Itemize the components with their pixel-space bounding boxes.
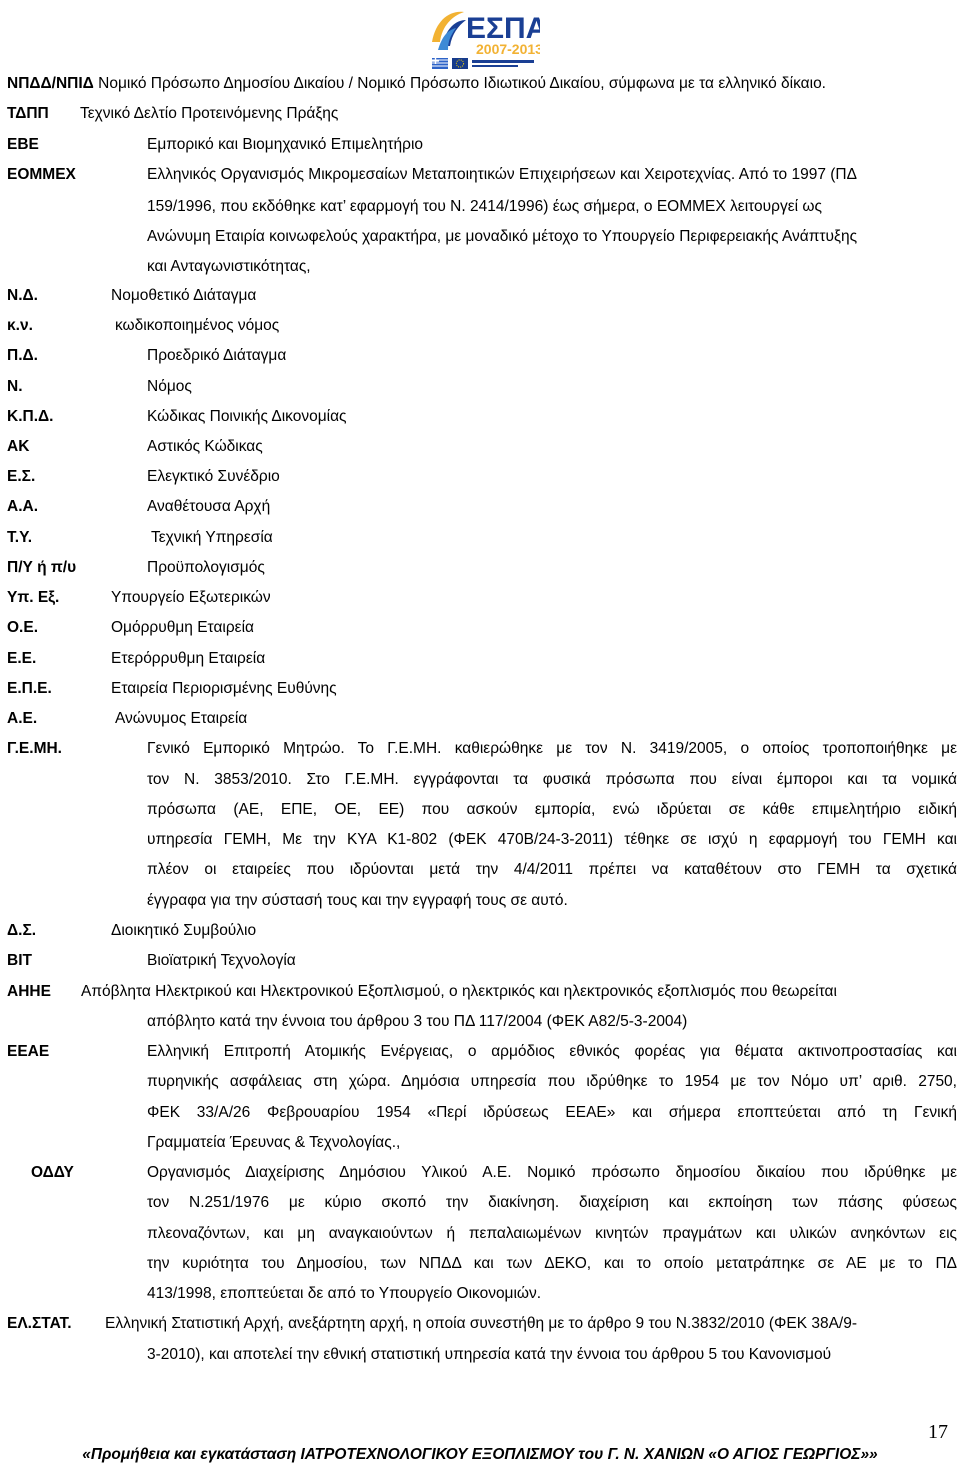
abbr-term: Ε.Σ. [7, 468, 36, 485]
abbr-definition-line: Αναθέτουσα Αρχή [147, 498, 271, 515]
abbr-definition-line: Νομοθετικό Διάταγμα [111, 287, 257, 304]
abbr-term: Ν. [7, 378, 23, 395]
abbr-definition-line: Διοικητικό Συμβούλιο [111, 922, 257, 939]
abbr-definition-line: Νόμος [147, 378, 192, 395]
abbr-definition-line: Γραμματεία Έρευνας & Τεχνολογίας., [147, 1134, 401, 1151]
abbr-definition-line: Ελληνική Στατιστική Αρχή, ανεξάρτητη αρχή, η οποία συνεστήθη με το άρθρο 9 του Ν.3832/2010 (ΦΕΚ 38Α/9- [105, 1315, 858, 1332]
abbr-term: Π.Δ. [7, 347, 38, 364]
abbr-definition-line: Ελληνική Επιτροπή Ατομικής Ενέργειας, ο αρμόδιος εθνικός φορέας για θέματα ακτινοπροστασίας και [147, 1043, 957, 1060]
espa-logo [428, 6, 540, 72]
abbr-term: Υπ. Εξ. [7, 589, 60, 606]
abbr-term: Α.Α. [7, 498, 38, 515]
page-number: 17 [928, 1421, 948, 1443]
abbr-term: ΕΕΑΕ [7, 1043, 50, 1060]
abbr-definition-line: Υπουργείο Εξωτερικών [111, 589, 271, 606]
abbr-definition-line: Ομόρρυθμη Εταιρεία [111, 619, 254, 636]
abbr-definition-line: 413/1998, εποπτεύεται δε από το Υπουργείο Οικονομιών. [147, 1285, 542, 1302]
abbr-definition-line: Γενικό Εμπορικό Μητρώο. Το Γ.Ε.ΜΗ. καθιερώθηκε με τον Ν. 3419/2005, ο οποίος τροποποιήθηκε με [147, 740, 957, 757]
abbr-term: Ε.Ε. [7, 650, 37, 667]
abbr-term: Γ.Ε.ΜΗ. [7, 740, 62, 757]
abbr-definition-line: Ελληνικός Οργανισμός Μικρομεσαίων Μεταποιητικών Επιχειρήσεων και Χειροτεχνίας. Από το 1997 (ΠΔ [147, 166, 857, 183]
abbr-definition-line: Κώδικας Ποινικής Δικονομίας [147, 408, 347, 425]
logo-text: ΕΣΠΑ [466, 12, 540, 45]
abbr-term: ΟΔΔΥ [31, 1164, 74, 1181]
abbr-definition-line: πλέον οι εταιρείες που ιδρύονται μετά την 4/4/2011 πρέπει να καταθέτουν στο ΓΕΜΗ τα σχετικά [147, 861, 957, 878]
abbr-definition-line: Απόβλητα Ηλεκτρικού και Ηλεκτρονικού Εξοπλισμού, ο ηλεκτρικός και ηλεκτρονικός εξοπλισμός που θεωρείται [81, 983, 837, 1000]
abbr-definition-line: 159/1996, που εκδόθηκε κατ’ εφαρμογή του Ν. 2414/1996) έως σήμερα, ο ΕΟΜΜΕΧ λειτουργεί ως [147, 198, 822, 215]
abbr-definition-line: Οργανισμός Διαχείρισης Δημόσιου Υλικού Α.Ε. Νομικό πρόσωπο δημοσίου δικαίου που ιδρύθηκε με [147, 1164, 957, 1181]
abbr-term: ΑΗΗΕ [7, 983, 51, 1000]
abbr-definition-line: Ανώνυμος Εταιρεία [115, 710, 248, 727]
logo-years: 2007-2013 [476, 41, 540, 57]
abbr-definition-line: Προεδρικό Διάταγμα [147, 347, 287, 364]
abbr-definition-line: πυρηνικής ασφάλειας στη χώρα. Δημόσια υπηρεσία που ιδρύθηκε το 1954 με τον Νόμο υπ’ αριθ. 2750, [147, 1073, 957, 1090]
abbr-definition-line: Ετερόρρυθμη Εταιρεία [111, 650, 266, 667]
espa-logo-graphic [428, 6, 540, 72]
abbr-term: Ε.Π.Ε. [7, 680, 52, 697]
abbr-definition-line: την κυριότητα του Δημοσίου, των ΝΠΔΔ και των ΔΕΚΟ, και το οποίο μετατράπηκε σε ΑΕ με το ΠΔ [147, 1255, 957, 1272]
abbr-term: ΒΙΤ [7, 952, 32, 969]
abbr-term: Α.Ε. [7, 710, 38, 727]
abbr-definition-line: Νομικό Πρόσωπο Δημοσίου Δικαίου / Νομικό Πρόσωπο Ιδιωτικού Δικαίου, σύμφωνα με τα ελληνικό δίκαιο. [98, 75, 826, 92]
abbr-definition-line: Ελεγκτικό Συνέδριο [147, 468, 280, 485]
abbr-term: κ.ν. [7, 317, 33, 334]
abbr-definition-line: Τεχνική Υπηρεσία [151, 529, 273, 546]
abbr-definition-line: Βιοϊατρική Τεχνολογία [147, 952, 296, 969]
abbr-definition-line: 3-2010), και αποτελεί την εθνική στατιστική υπηρεσία κατά την έννοια του άρθρου 5 του Κανονισμού [147, 1346, 832, 1363]
abbr-term: Ο.Ε. [7, 619, 39, 636]
abbr-term: ΕΟΜΜΕΧ [7, 166, 76, 183]
abbr-definition-line: Αστικός Κώδικας [147, 438, 263, 455]
abbr-definition-line: Εμπορικό και Βιομηχανικό Επιμελητήριο [147, 136, 424, 153]
abbr-term: Κ.Π.Δ. [7, 408, 54, 425]
abbr-term: Δ.Σ. [7, 922, 37, 939]
abbr-definition-line: κωδικοποιημένος νόμος [115, 317, 280, 334]
abbr-definition-line: απόβλητο κατά την έννοια του άρθρου 3 του ΠΔ 117/2004 (ΦΕΚ Α82/5-3-2004) [147, 1013, 688, 1030]
abbr-definition-line: τον Ν. 3853/2010. Στο Γ.Ε.ΜΗ. εγγράφονται τα φυσικά πρόσωπα που είναι έμποροι και τα νομικά [147, 771, 957, 788]
abbr-definition-line: έγγραφα για την σύστασή τους και την εγγραφή τους σε αυτό. [147, 892, 568, 909]
abbr-row-1-line [7, 75, 826, 93]
abbr-term: ΕΒΕ [7, 136, 39, 153]
abbr-definition-line: και Ανταγωνιστικότητας, [147, 258, 311, 275]
abbr-term: Ν.Δ. [7, 287, 38, 304]
abbr-term: ΤΔΠΠ [7, 105, 49, 122]
abbr-definition-line: Προϋπολογισμός [147, 559, 265, 576]
abbr-term: Τ.Υ. [7, 529, 33, 546]
abbr-definition-line: Τεχνικό Δελτίο Προτεινόμενης Πράξης [80, 105, 339, 122]
abbr-definition-line: πρόσωπα (ΑΕ, ΕΠΕ, ΟΕ, ΕΕ) που ασκούν εμπορία, ενώ ιδρύεται σε κάθε επιμελητήριο ειδική [147, 801, 957, 818]
abbr-definition-line: πλεοναζόντων, και μη αναγκαιούντων ή πεπαλαιωμένων κινητών πραγμάτων και υλικών ανηκόντων εις [147, 1225, 957, 1242]
abbr-term: ΑΚ [7, 438, 30, 455]
abbr-definition-line: ΦΕΚ 33/Α/26 Φεβρουαρίου 1954 «Περί ιδρύσεως ΕΕΑΕ» και σήμερα εποπτεύεται από τη Γενική [147, 1104, 957, 1121]
abbr-definition-line: τον Ν.251/1976 με κύριο σκοπό την διακίνηση. διαχείριση και εκποίηση των πάσης φύσεως [147, 1194, 957, 1211]
abbr-definition-line: Ανώνυμη Εταιρία κοινωφελούς χαρακτήρα, με μοναδικό μέτοχο το Υπουργείο Περιφερειακής Ανάπτυξης [147, 228, 858, 245]
abbr-term: ΝΠΔΔ/ΝΠΙΔ [7, 75, 94, 92]
abbr-term: Π/Υ ή π/υ [7, 559, 77, 576]
abbr-definition-line: υπηρεσία ΓΕΜΗ, Με την ΚΥΑ Κ1-802 (ΦΕΚ 470Β/24-3-2011) τέθηκε σε ισχύ η εφαρμογή του ΓΕΜΗ και [147, 831, 957, 848]
page-footer: «Προμήθεια και εγκατάσταση ΙΑΤΡΟΤΕΧΝΟΛΟΓΙΚΟΥ ΕΞΟΠΛΙΣΜΟΥ του Γ. Ν. ΧΑΝΙΩΝ «Ο ΑΓΙΟΣ ΓΕΩΡΓΙΟΣ»» [82, 1446, 878, 1463]
abbr-term: ΕΛ.ΣΤΑΤ. [7, 1315, 72, 1332]
abbr-definition-line: Εταιρεία Περιορισμένης Ευθύνης [111, 680, 337, 697]
